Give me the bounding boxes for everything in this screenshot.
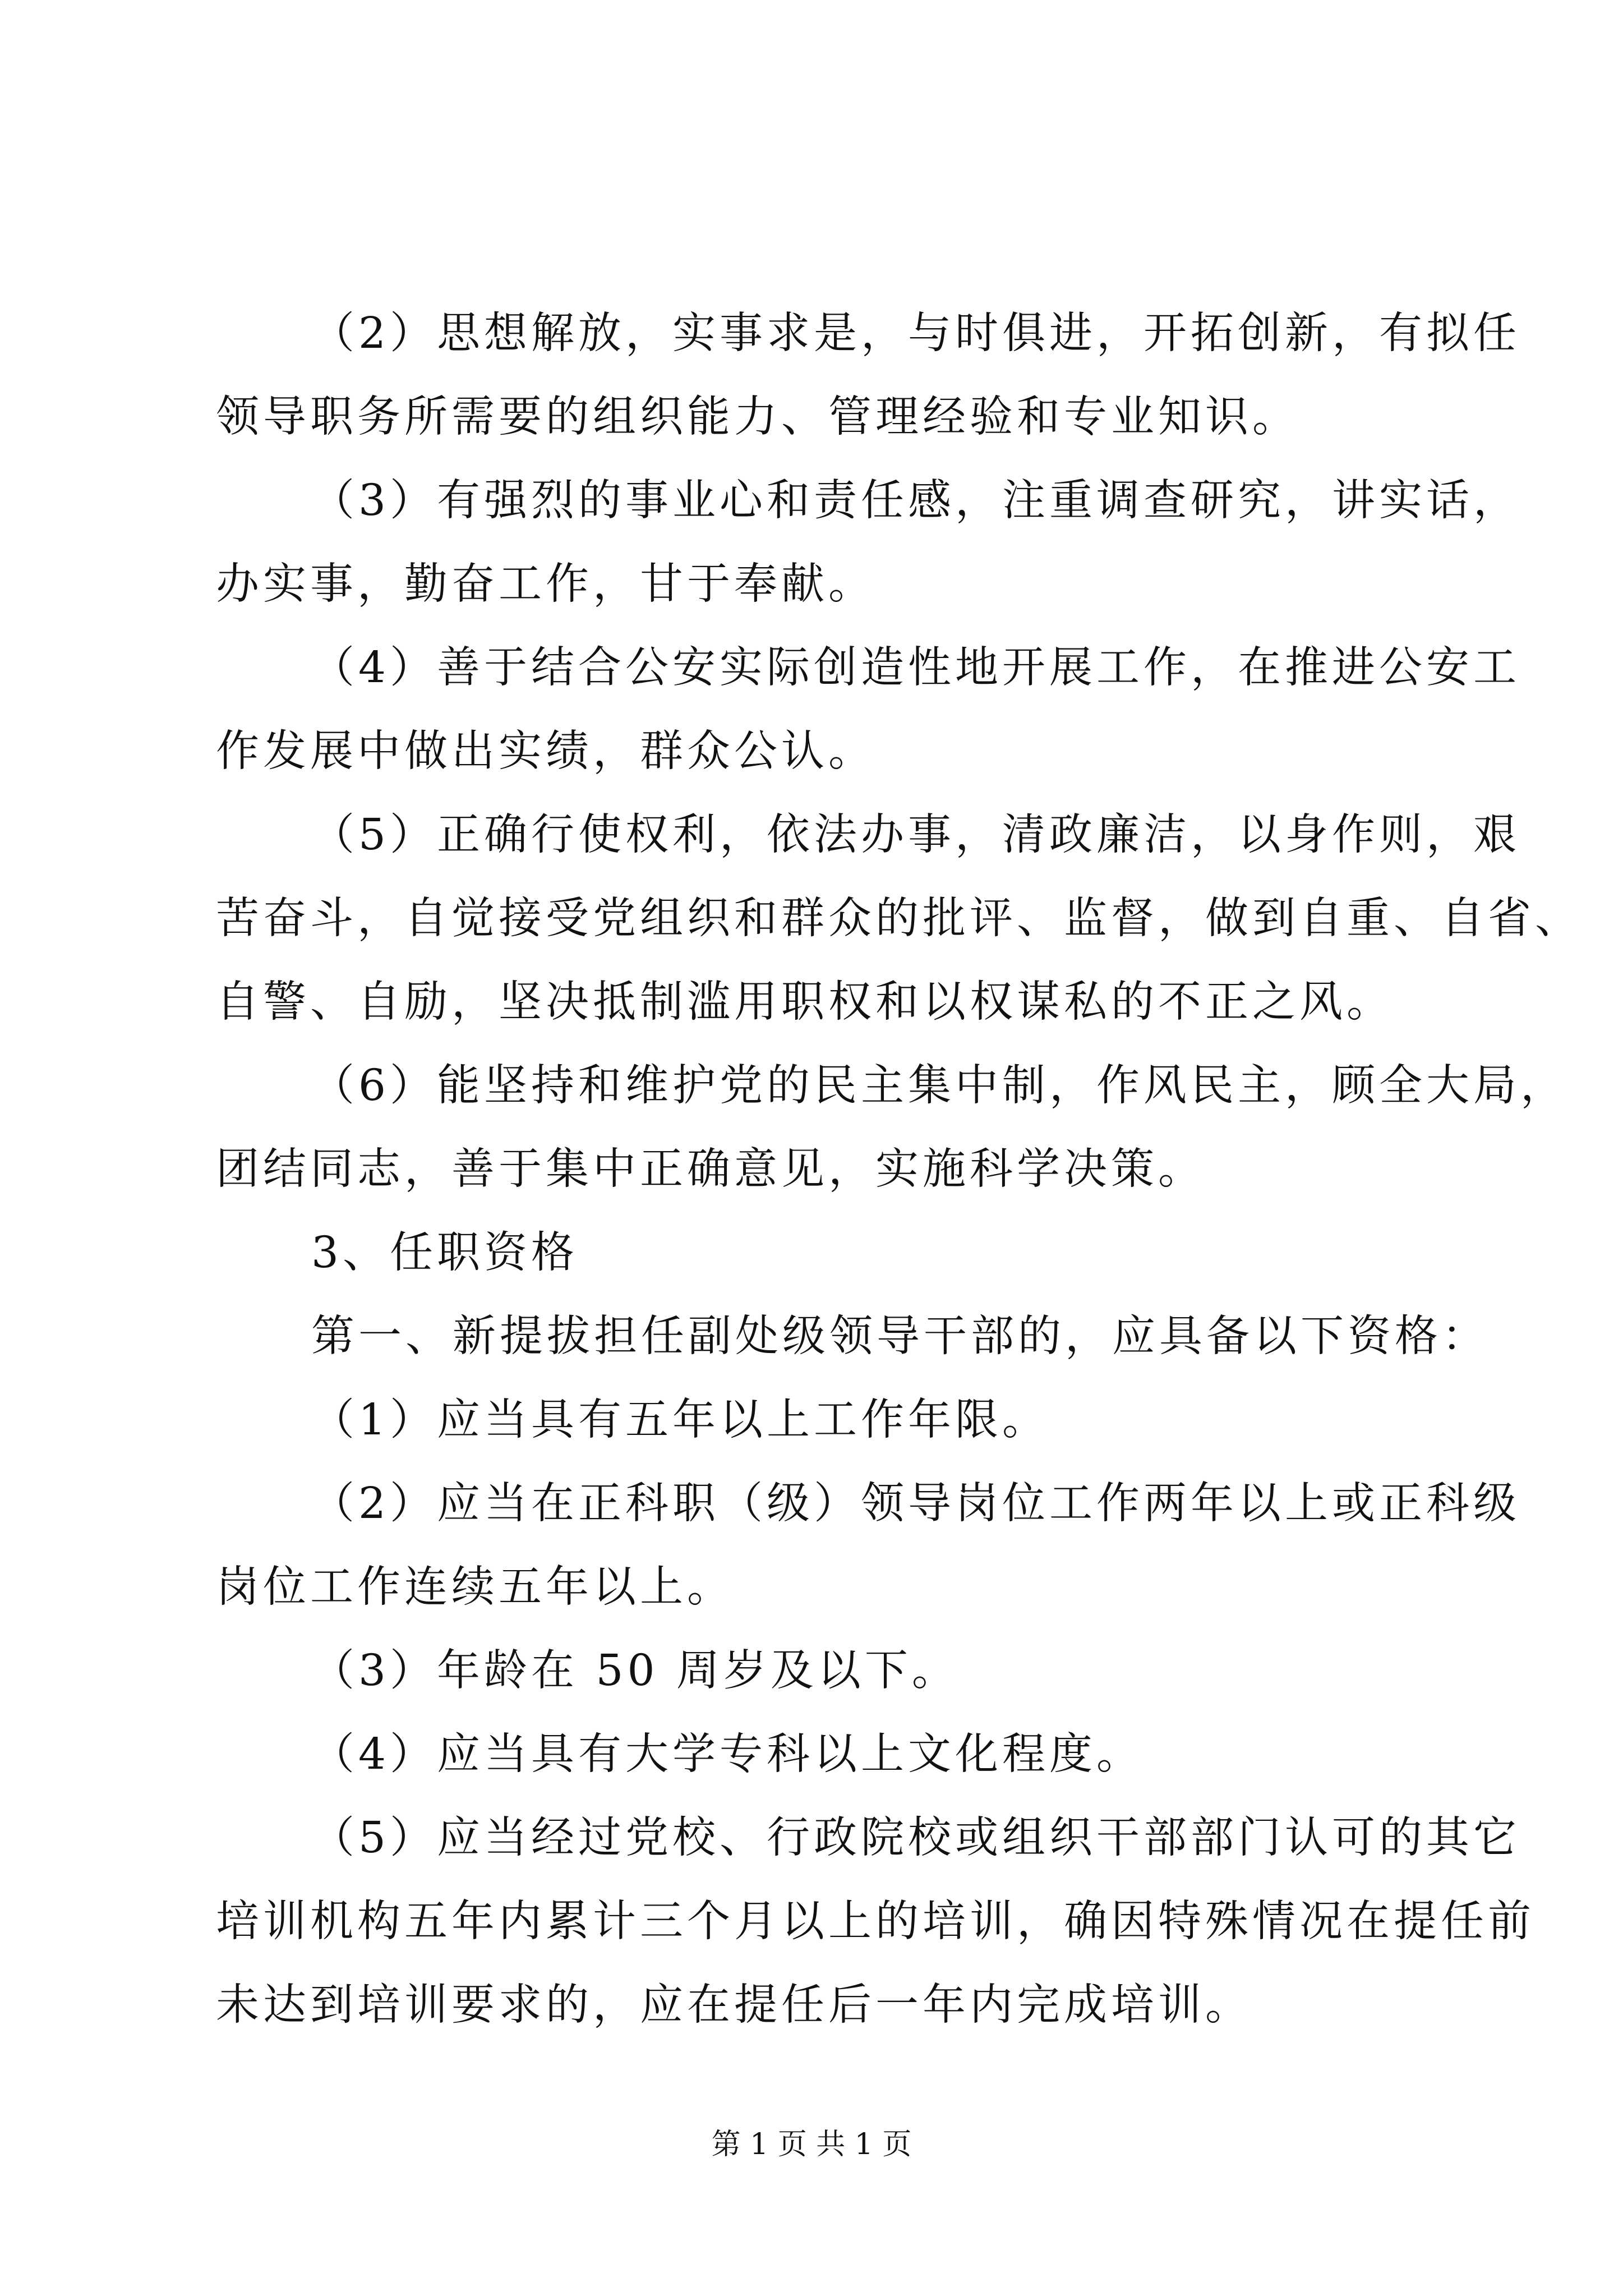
paragraph-6-line-1: （6）能坚持和维护党的民主集中制，作风民主，顾全大局， (311, 1061, 1567, 1111)
paragraph-2-line-1: （2）思想解放，实事求是，与时俱进，开拓创新，有拟任 (311, 309, 1520, 358)
requirement-3-line-1: （3）年龄在 50 周岁及以下。 (311, 1646, 959, 1696)
requirement-5-line-2: 培训机构五年内累计三个月以上的培训，确因特殊情况在提任前 (216, 1897, 1535, 1947)
document-body (216, 292, 1582, 2047)
requirement-5-line-1: （5）应当经过党校、行政院校或组织干部部门认可的其它 (311, 1813, 1520, 1863)
requirement-4-line-1: （4）应当具有大学专科以上文化程度。 (311, 1729, 1144, 1779)
paragraph-5-line-1: （5）正确行使权利，依法办事，清政廉洁，以身作则，艰 (311, 810, 1520, 860)
section-heading-qualifications: 3、任职资格 (311, 1228, 578, 1278)
paragraph-4-line-1: （4）善于结合公安实际创造性地开展工作，在推进公安工 (311, 643, 1520, 693)
paragraph-3-line-1: （3）有强烈的事业心和责任感，注重调查研究，讲实话， (311, 476, 1520, 526)
paragraph-4-line-2: 作发展中做出实绩，群众公认。 (216, 726, 875, 776)
requirement-1-line-1: （1）应当具有五年以上工作年限。 (311, 1395, 1049, 1445)
page-footer: 第 1 页 共 1 页 (711, 2128, 912, 2161)
requirement-2-line-1: （2）应当在正科职（级）领导岗位工作两年以上或正科级 (311, 1479, 1520, 1529)
requirement-2-line-2: 岗位工作连续五年以上。 (216, 1562, 734, 1612)
paragraph-5-line-3: 自警、自励，坚决抵制滥用职权和以权谋私的不正之风。 (216, 977, 1394, 1027)
requirement-5-line-3: 未达到培训要求的，应在提任后一年内完成培训。 (216, 1980, 1252, 2030)
paragraph-3-line-2: 办实事，勤奋工作，甘于奉献。 (216, 559, 875, 609)
qualification-intro: 第一、新提拔担任副处级领导干部的，应具备以下资格： (311, 1312, 1489, 1361)
paragraph-5-line-2: 苦奋斗，自觉接受党组织和群众的批评、监督，做到自重、自省、 (216, 894, 1582, 944)
paragraph-2-line-2: 领导职务所需要的组织能力、管理经验和专业知识。 (216, 392, 1299, 442)
paragraph-6-line-2: 团结同志，善于集中正确意见，实施科学决策。 (216, 1144, 1205, 1194)
